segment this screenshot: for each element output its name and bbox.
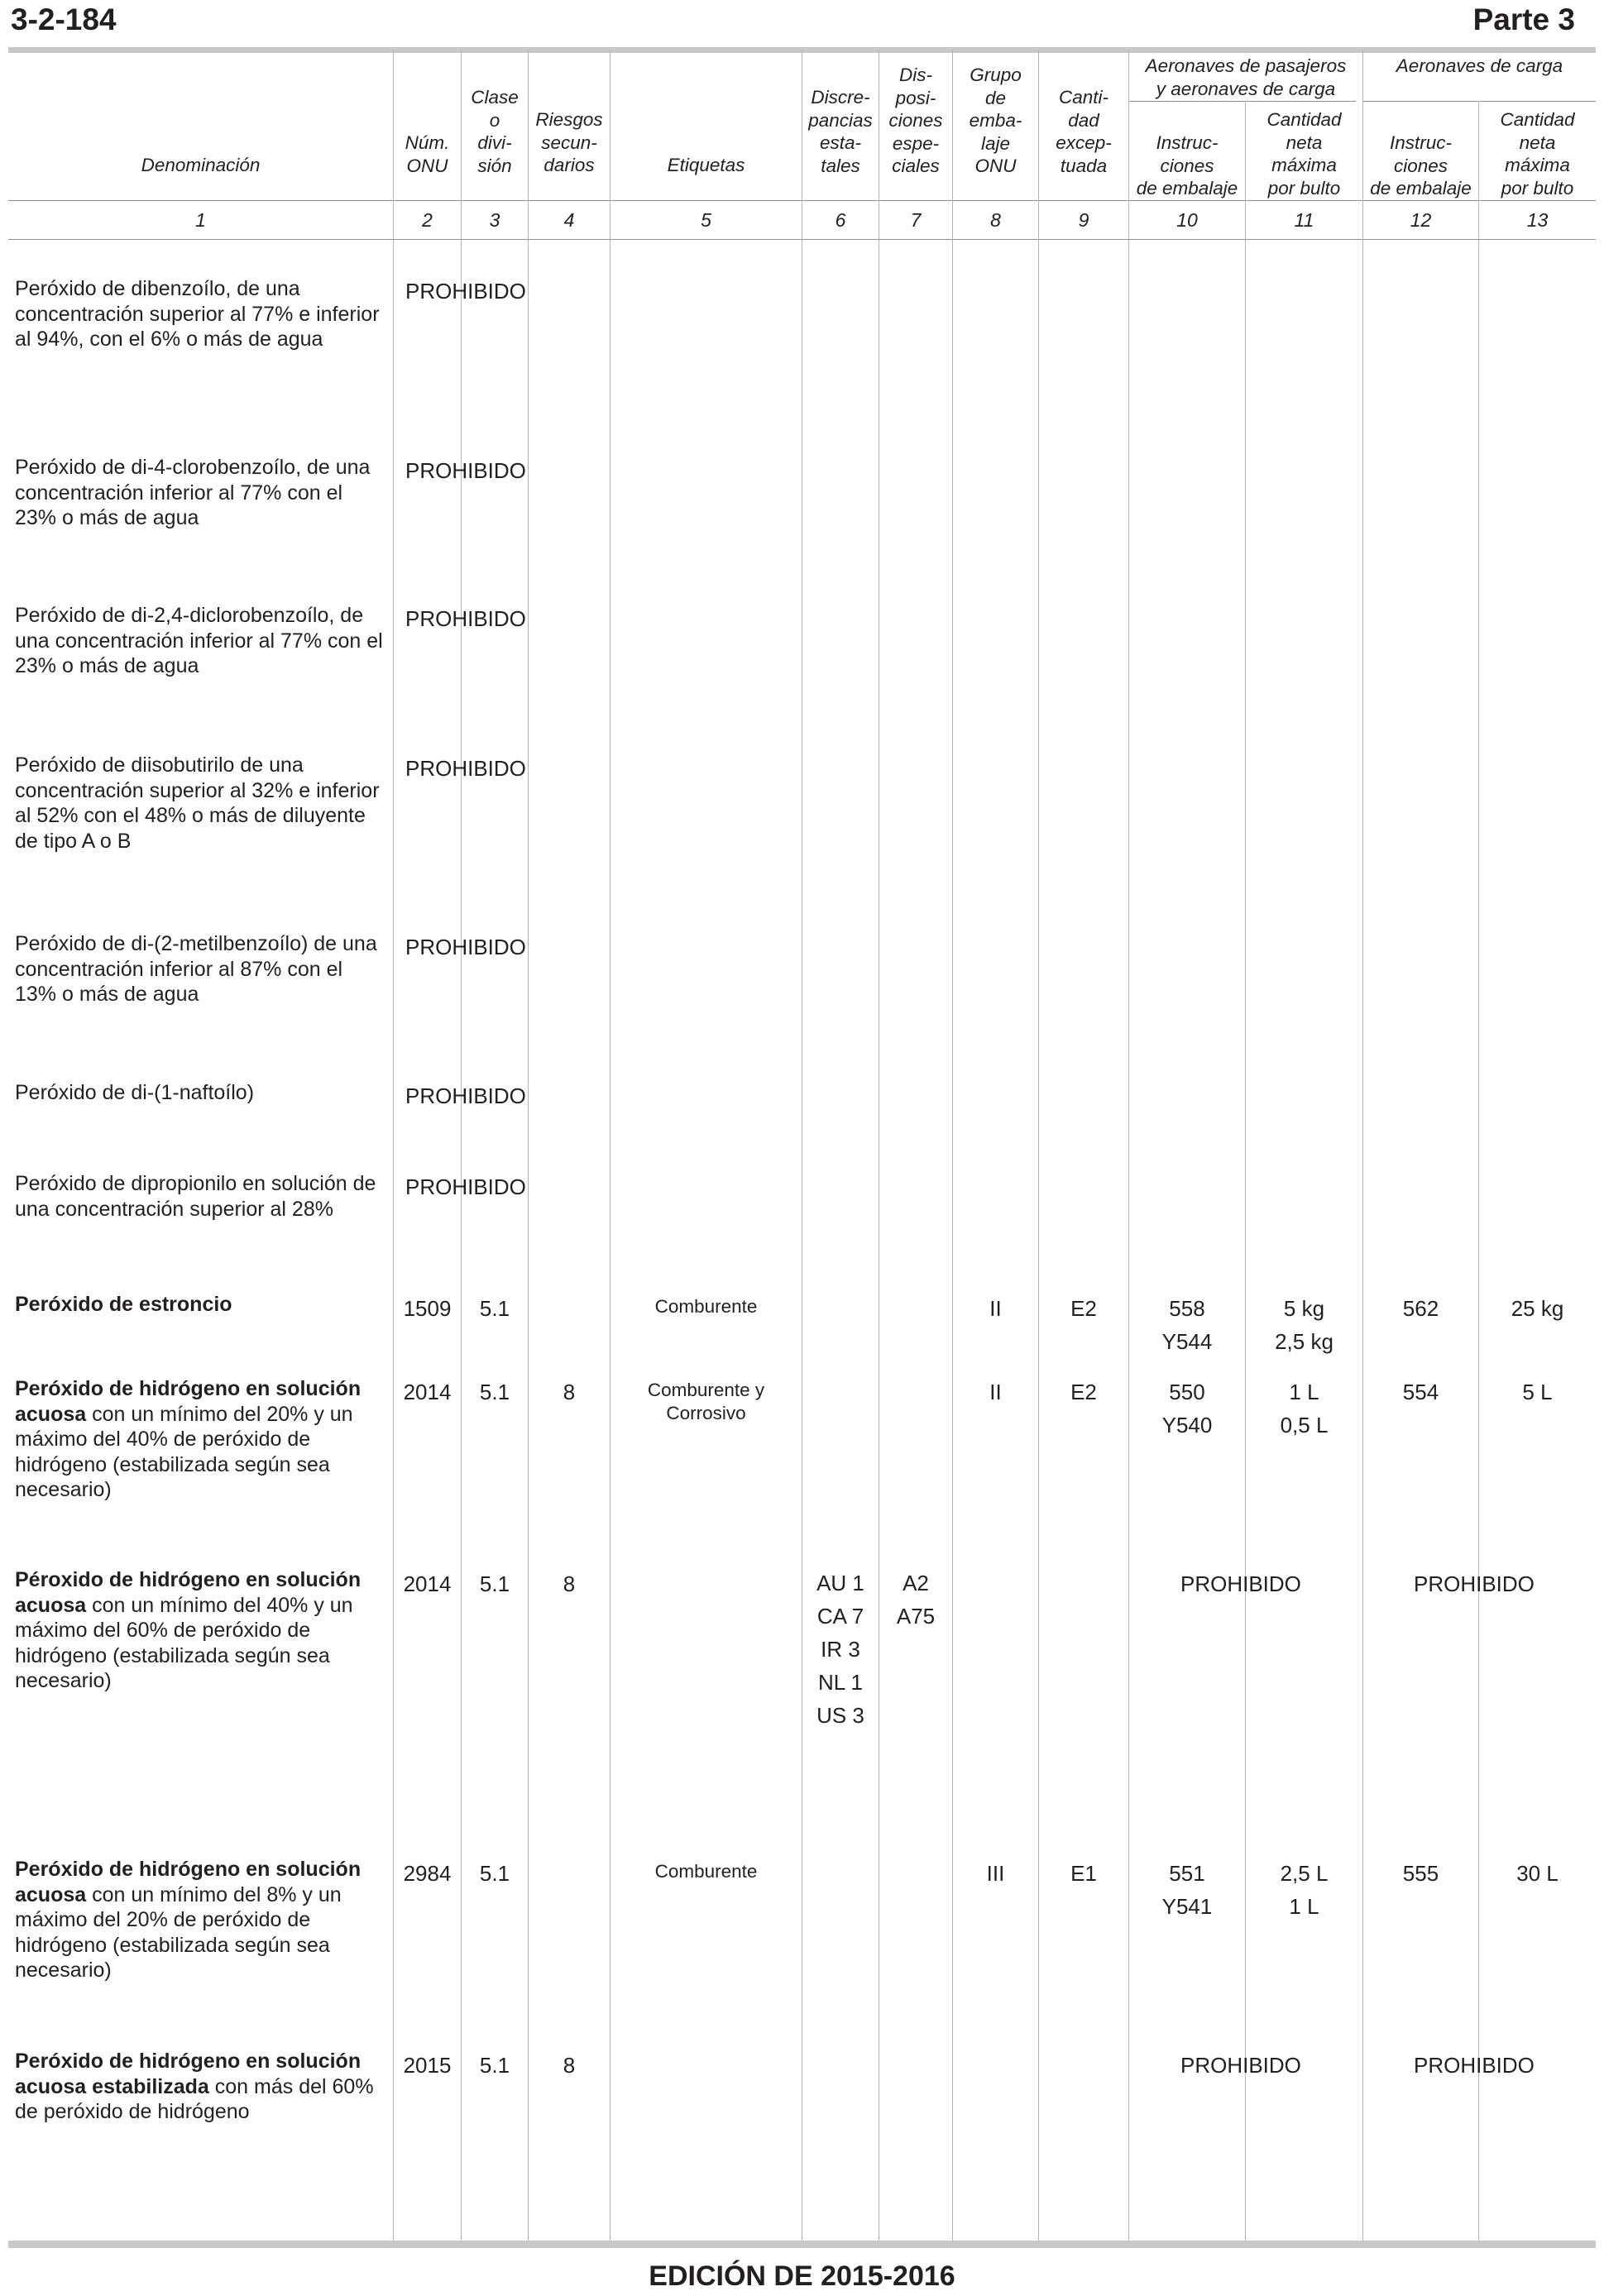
prohibido-cargo: PROHIBIDO [1414, 1571, 1535, 1596]
excepted-quantity: E1 [1070, 1861, 1097, 1886]
hazard-labels: Comburente y Corrosivo [647, 1380, 765, 1423]
subsidiary-risk: 8 [563, 2053, 576, 2078]
packing-group: II [989, 1296, 1002, 1321]
col-divider [1038, 50, 1039, 2242]
prohibido-cargo: PROHIBIDO [1414, 2053, 1535, 2078]
prohibido-text: PROHIBIDO [405, 279, 526, 304]
un-number: 2984 [403, 1861, 452, 1886]
packing-group: II [989, 1380, 1002, 1404]
col-header-etiquetas: Etiquetas [667, 155, 745, 175]
class-division: 5.1 [479, 1296, 510, 1321]
cargo-group-divider [1363, 101, 1596, 102]
row-description: Peróxido de di-2,4-diclorobenzoílo, de una concentración inferior al 77% con el 23% o más de agua [15, 604, 383, 677]
col-header-grupo: Grupo de emba- laje ONU [969, 65, 1022, 176]
prohibido-text: PROHIBIDO [405, 606, 526, 631]
col-header-instrucciones-cargo: Instruc- ciones de embalaje [1370, 132, 1472, 199]
col-header-num-onu: Núm. ONU [405, 132, 450, 176]
col-number: 2 [422, 209, 433, 231]
col-number: 8 [990, 209, 1001, 231]
prohibido-text: PROHIBIDO [405, 1083, 526, 1108]
row-description: Peróxido de di-4-clorobenzoílo, de una concentración inferior al 77% con el 23% o más de agua [15, 456, 371, 529]
packing-instruction-cargo: 562 [1402, 1296, 1439, 1321]
col-header-instrucciones-pax: Instruc- ciones de embalaje [1136, 132, 1238, 199]
class-division: 5.1 [479, 1861, 510, 1886]
row-description-bold: Peróxido de estroncio [15, 1293, 232, 1316]
col-number: 6 [835, 209, 846, 231]
col-number: 12 [1410, 209, 1432, 231]
prohibido-text: PROHIBIDO [405, 756, 526, 781]
col-divider [952, 50, 953, 2242]
col-number: 10 [1176, 209, 1198, 231]
bottom-rule [8, 2241, 1596, 2248]
excepted-quantity: E2 [1070, 1296, 1097, 1321]
col-number: 9 [1078, 209, 1089, 231]
max-net-quantity-pax: 5 kg 2,5 kg [1275, 1296, 1333, 1354]
prohibido-text: PROHIBIDO [405, 1174, 526, 1199]
un-number: 2015 [403, 2053, 452, 2078]
col-divider [1478, 101, 1479, 2242]
row-description: Peróxido de diisobutirilo de una concentración superior al 32% e inferior al 52% con el 48% o más de diluyente de tipo A o B [15, 753, 380, 853]
packing-instruction-cargo: 555 [1402, 1861, 1439, 1886]
max-net-quantity-cargo: 30 L [1516, 1861, 1559, 1886]
col-number: 13 [1526, 209, 1549, 231]
special-provisions: A2 A75 [896, 1571, 936, 1629]
col-header-discrepancias: Discre- pancias esta- tales [808, 87, 873, 176]
packing-instruction-pax: 550 Y540 [1161, 1380, 1213, 1437]
row-description-bold: Peróxido de hidrógeno en solución acuosa [15, 1377, 361, 1426]
max-net-quantity-pax: 1 L 0,5 L [1280, 1380, 1329, 1437]
col-header-cantidad-cargo: Cantidad neta máxima por bulto [1500, 109, 1575, 199]
col-divider [1362, 50, 1363, 2242]
col-header-cantidad-pax: Cantidad neta máxima por bulto [1266, 109, 1342, 199]
col-divider [528, 50, 529, 2242]
packing-instruction-cargo: 554 [1402, 1380, 1439, 1404]
un-number: 2014 [403, 1380, 452, 1404]
subsidiary-risk: 8 [563, 1380, 576, 1404]
row-description: Peróxido de di-(2-metilbenzoílo) de una concentración inferior al 87% con el 13% o más de agua [15, 932, 377, 1006]
page-reference: 3-2-184 [11, 2, 117, 36]
row-description: Peróxido de dipropionilo en solución de una concentración superior al 28% [15, 1172, 376, 1221]
hazard-labels: Comburente [654, 1861, 758, 1882]
col-number: 11 [1294, 209, 1314, 231]
col-number: 7 [910, 209, 922, 231]
col-number: 5 [701, 209, 711, 231]
col-number: 3 [489, 209, 500, 231]
col-header-disposiciones: Dis- posi- ciones espe- ciales [888, 65, 943, 176]
prohibido-pax: PROHIBIDO [1180, 2053, 1301, 2078]
max-net-quantity-pax: 2,5 L 1 L [1280, 1861, 1329, 1919]
col-header-denominacion: Denominación [141, 155, 261, 175]
col-header-carga-group: Aeronaves de carga [1396, 55, 1563, 76]
col-header-cantidad-exceptuada: Canti- dad excep- tuada [1056, 87, 1112, 176]
row-description-rest: con más del 60% de peróxido de hidrógeno [15, 2074, 374, 2123]
class-division: 5.1 [479, 2053, 510, 2078]
col-number: 4 [563, 209, 575, 231]
row-description-bold: Péroxido de hidrógeno en solución acuosa [15, 1568, 361, 1617]
edition-footer: EDICIÓN DE 2015-2016 [649, 2260, 955, 2292]
row-description-bold: Peróxido de hidrógeno en solución acuosa estabilizada [15, 2050, 361, 2098]
prohibido-text: PROHIBIDO [405, 935, 526, 959]
col-header-pasajeros-group: Aeronaves de pasajeros y aeronaves de carga [1145, 55, 1347, 99]
page-part: Parte 3 [1472, 2, 1575, 36]
class-division: 5.1 [479, 1571, 510, 1596]
max-net-quantity-cargo: 25 kg [1511, 1296, 1564, 1321]
class-division: 5.1 [479, 1380, 510, 1404]
row-description: Peróxido de dibenzoílo, de una concentración superior al 77% e inferior al 94%, con el 6% o más de agua [15, 277, 380, 351]
col-divider [393, 50, 394, 2242]
packing-group: III [986, 1861, 1005, 1886]
un-number: 2014 [403, 1571, 452, 1596]
pax-group-divider [1129, 101, 1356, 102]
row-description-rest: con un mínimo del 40% y un máximo del 60% de peróxido de hidrógeno (estabilizada según sea necesario) [15, 1593, 353, 1692]
prohibido-text: PROHIBIDO [405, 458, 526, 483]
packing-instruction-pax: 558 Y544 [1161, 1296, 1213, 1354]
max-net-quantity-cargo: 5 L [1522, 1380, 1553, 1404]
col-header-clase: Clase o divi- sión [471, 87, 519, 176]
row-description-rest: con un mínimo del 20% y un máximo del 40% de peróxido de hidrógeno (estabilizada según sea necesario) [15, 1402, 353, 1501]
hazard-labels: Comburente [654, 1296, 758, 1317]
subsidiary-risk: 8 [563, 1571, 576, 1596]
packing-instruction-pax: 551 Y541 [1161, 1861, 1213, 1919]
col-header-riesgos: Riesgos secun- darios [535, 109, 603, 175]
state-variations: AU 1 CA 7 IR 3 NL 1 US 3 [816, 1571, 864, 1728]
row-description-bold: Peróxido de hidrógeno en solución acuosa [15, 1858, 361, 1906]
row-description-rest: con un mínimo del 8% y un máximo del 20% de peróxido de hidrógeno (estabilizada según sea necesario) [15, 1882, 342, 1982]
col-number: 1 [195, 209, 206, 231]
excepted-quantity: E2 [1070, 1380, 1097, 1404]
col-divider [461, 50, 462, 2242]
row-description: Peróxido de di-(1-naftoílo) [15, 1081, 255, 1104]
un-number: 1509 [403, 1296, 452, 1321]
prohibido-pax: PROHIBIDO [1180, 1571, 1301, 1596]
